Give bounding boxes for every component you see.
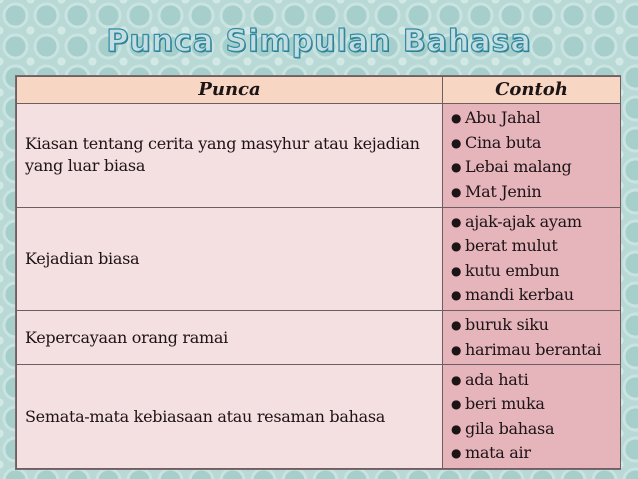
punca-contoh-table xyxy=(16,76,621,469)
list-item xyxy=(451,155,614,180)
punca-cell: Kiasan tentang cerita yang masyhur atau kejadian yang luar biasa xyxy=(17,104,443,208)
bullet-icon: ● xyxy=(451,288,462,303)
bullet-icon: ● xyxy=(451,421,462,436)
contoh-text: kutu embun xyxy=(465,260,560,280)
header-contoh: Contoh xyxy=(443,77,621,104)
contoh-cell xyxy=(443,311,621,365)
table-row xyxy=(17,311,621,365)
list-item xyxy=(451,441,614,466)
list-item xyxy=(451,417,614,442)
list-item xyxy=(451,313,614,338)
bullet-icon: ● xyxy=(451,397,462,412)
contoh-text: Abu Jahal xyxy=(465,108,541,128)
contoh-cell xyxy=(443,104,621,208)
bullet-icon: ● xyxy=(451,318,462,333)
bullet-icon: ● xyxy=(451,135,462,150)
contoh-cell xyxy=(443,207,621,311)
contoh-list xyxy=(451,210,614,308)
contoh-text: mata air xyxy=(465,443,531,463)
slide-title: Punca Simpulan Bahasa xyxy=(106,24,532,59)
table-header-row xyxy=(17,77,621,104)
punca-cell: Kejadian biasa xyxy=(17,207,443,311)
punca-cell: Semata-mata kebiasaan atau resaman bahasa xyxy=(17,365,443,469)
list-item xyxy=(451,131,614,156)
list-item xyxy=(451,368,614,393)
contoh-text: gila bahasa xyxy=(465,418,555,438)
list-item xyxy=(451,283,614,308)
bullet-icon: ● xyxy=(451,111,462,126)
table-row xyxy=(17,365,621,469)
table-row xyxy=(17,207,621,311)
list-item xyxy=(451,234,614,259)
contoh-text: Mat Jenin xyxy=(465,181,542,201)
punca-cell: Kepercayaan orang ramai xyxy=(17,311,443,365)
contoh-text: berat mulut xyxy=(465,236,558,256)
bullet-icon: ● xyxy=(451,263,462,278)
contoh-list xyxy=(451,313,614,362)
contoh-cell xyxy=(443,365,621,469)
bullet-icon: ● xyxy=(451,160,462,175)
list-item xyxy=(451,180,614,205)
bullet-icon: ● xyxy=(451,342,462,357)
contoh-text: Cina buta xyxy=(465,132,542,152)
contoh-text: beri muka xyxy=(465,394,545,414)
list-item xyxy=(451,106,614,131)
contoh-text: harimau berantai xyxy=(465,339,602,359)
list-item xyxy=(451,338,614,363)
contoh-text: buruk siku xyxy=(465,315,549,335)
contoh-text: mandi kerbau xyxy=(465,285,574,305)
contoh-text: ada hati xyxy=(465,369,529,389)
bullet-icon: ● xyxy=(451,214,462,229)
contoh-list xyxy=(451,368,614,466)
contoh-list xyxy=(451,106,614,204)
simpulan-bahasa-table xyxy=(16,76,620,469)
list-item xyxy=(451,259,614,284)
bullet-icon: ● xyxy=(451,372,462,387)
bullet-icon: ● xyxy=(451,446,462,461)
list-item xyxy=(451,392,614,417)
header-punca: Punca xyxy=(17,77,443,104)
list-item xyxy=(451,210,614,235)
bullet-icon: ● xyxy=(451,239,462,254)
contoh-text: ajak-ajak ayam xyxy=(465,211,582,231)
table-row xyxy=(17,104,621,208)
contoh-text: Lebai malang xyxy=(465,157,572,177)
bullet-icon: ● xyxy=(451,184,462,199)
